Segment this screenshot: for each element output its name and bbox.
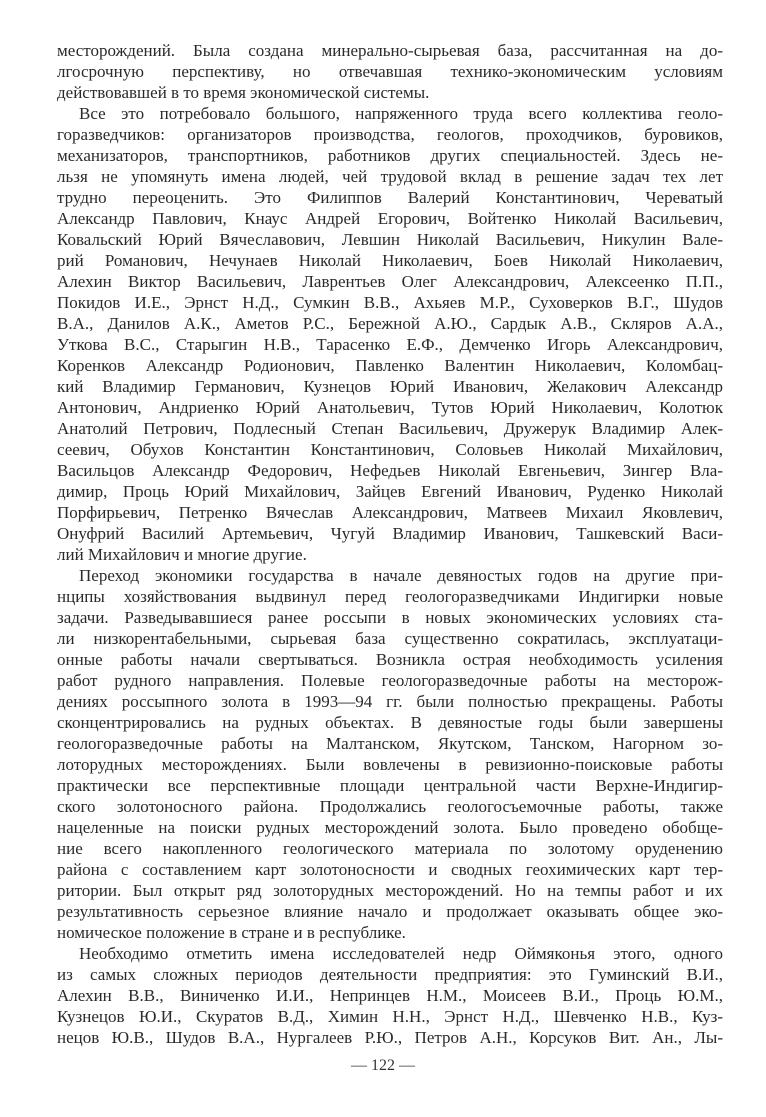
text-line: Анатолий Петрович, Подлесный Степан Васильевич, Дружерук Владимир Алек- xyxy=(57,419,723,438)
text-line: ритории. Был открыт ряд золоторудных месторождений. Но на темпы работ и их xyxy=(57,881,723,900)
text-line: Покидов И.Е., Эрнст Н.Д., Сумкин В.В., Ахьяев М.Р., Суховерков В.Г., Шудов xyxy=(57,293,723,312)
text-line: кий Владимир Германович, Кузнецов Юрий Иванович, Желакович Александр xyxy=(57,377,723,396)
text-line: Уткова В.С., Старыгин Н.В., Тарасенко Е.Ф., Демченко Игорь Александрович, xyxy=(57,335,723,354)
text-line: геологоразведочные работы на Малтанском, Якутском, Танском, Нагорном зо- xyxy=(57,734,723,753)
paragraph xyxy=(57,103,723,565)
text-line: лгосрочную перспективу, но отвечавшая технико-экономическим условиям xyxy=(57,62,723,81)
text-line: В.А., Данилов А.К., Аметов Р.С., Бережной А.Ю., Сардык А.В., Скляров А.А., xyxy=(57,314,723,333)
text-line: Кузнецов Ю.И., Скуратов В.Д., Химин Н.Н., Эрнст Н.Д., Шевченко Н.В., Куз- xyxy=(57,1007,723,1026)
text-line: горазведчиков: организаторов производства, геологов, проходчиков, буровиков, xyxy=(57,125,723,144)
text-line: Порфирьевич, Петренко Вячеслав Александрович, Матвеев Михаил Яковлевич, xyxy=(57,503,723,522)
text-line: нацеленные на поиски рудных месторождений золота. Было проведено обобще- xyxy=(57,818,723,837)
text-line: задачи. Разведывавшиеся ранее россыпи в новых экономических условиях ста- xyxy=(57,608,723,627)
text-line: Ковальский Юрий Вячеславович, Левшин Николай Васильевич, Никулин Вале- xyxy=(57,230,723,249)
text-line: димир, Проць Юрий Михайлович, Зайцев Евгений Иванович, Руденко Николай xyxy=(57,482,723,501)
text-line: ли низкорентабельными, сырьевая база существенно сократилась, эксплуатаци- xyxy=(57,629,723,648)
paragraph xyxy=(57,40,723,103)
page-number: — 122 — xyxy=(351,1057,415,1074)
text-line: рий Романович, Нечунаев Николай Николаевич, Боев Николай Николаевич, xyxy=(57,251,723,270)
text-line: работ рудного направления. Полевые геологоразведочные работы на месторож- xyxy=(57,671,723,690)
text-line: Коренков Александр Родионович, Павленко Валентин Николаевич, Коломбац- xyxy=(57,356,723,375)
text-line: льзя не упомянуть имена людей, чей трудовой вклад в решение задач тех лет xyxy=(57,167,723,186)
text-line: месторождений. Была создана минерально-сырьевая база, рассчитанная на до- xyxy=(57,41,723,60)
text-line: района с составлением карт золотоносности и сводных геохимических карт тер- xyxy=(57,860,723,879)
text-line: Алехин Виктор Васильевич, Лаврентьев Олег Александрович, Алексеенко П.П., xyxy=(57,272,723,291)
page-body xyxy=(57,40,723,1048)
text-line: сеевич, Обухов Константин Константинович, Соловьев Николай Михайлович, xyxy=(57,440,723,459)
text-line: нципы хозяйствования выдвинул перед геологоразведчиками Индигирки новые xyxy=(57,587,723,606)
text-line: номическое положение в стране и в республике. xyxy=(57,923,406,942)
text-line: дениях россыпного золота в 1993—94 гг. были полностью прекращены. Работы xyxy=(57,692,723,711)
text-line: Антонович, Андриенко Юрий Анатольевич, Тутов Юрий Николаевич, Колотюк xyxy=(57,398,723,417)
text-line: Александр Павлович, Кнаус Андрей Егорович, Войтенко Николай Васильевич, xyxy=(57,209,723,228)
text-line: лий Михайлович и многие другие. xyxy=(57,545,307,564)
text-line: механизаторов, транспортников, работников других специальностей. Здесь не- xyxy=(57,146,723,165)
text-line: действовавшей в то время экономической системы. xyxy=(57,83,430,102)
text-line: лоторудных месторождениях. Были вовлечены в ревизионно-поисковые работы xyxy=(57,755,723,774)
text-line: Все это потребовало большого, напряженного труда всего коллектива геоло- xyxy=(79,104,723,123)
text-line: Алехин В.В., Виниченко И.И., Непринцев Н.М., Моисеев В.И., Проць Ю.М., xyxy=(57,986,723,1005)
paragraph xyxy=(57,943,723,1048)
text-line: сконцентрировались на рудных объектах. В девяностые годы были завершены xyxy=(57,713,723,732)
text-line: Онуфрий Василий Артемьевич, Чугуй Владимир Иванович, Ташкевский Васи- xyxy=(57,524,723,543)
text-line: Необходимо отметить имена исследователей недр Оймяконья этого, одного xyxy=(79,944,723,963)
text-line: трудно переоценить. Это Филиппов Валерий Константинович, Череватый xyxy=(57,188,723,207)
text-line: результативность серьезное влияние начало и продолжает оказывать общее эко- xyxy=(57,902,723,921)
text-line: нецов Ю.В., Шудов В.А., Нургалеев Р.Ю., Петров А.Н., Корсуков Вит. Ан., Лы- xyxy=(57,1028,723,1047)
text-line: Васильцов Александр Федорович, Нефедьев Николай Евгеньевич, Зингер Вла- xyxy=(57,461,723,480)
paragraph xyxy=(57,565,723,943)
text-line: онные работы начали свертываться. Возникла острая необходимость усиления xyxy=(57,650,723,669)
text-line: из самых сложных периодов деятельности предприятия: это Гуминский В.И., xyxy=(57,965,723,984)
text-line: ского золотоносного района. Продолжались геологосъемочные работы, также xyxy=(57,797,723,816)
text-line: практически все перспективные площади центральной части Верхне-Индигир- xyxy=(57,776,723,795)
text-line: ние всего накопленного геологического материала по золотому оруденению xyxy=(57,839,723,858)
text-line: Переход экономики государства в начале девяностых годов на другие при- xyxy=(79,566,723,585)
